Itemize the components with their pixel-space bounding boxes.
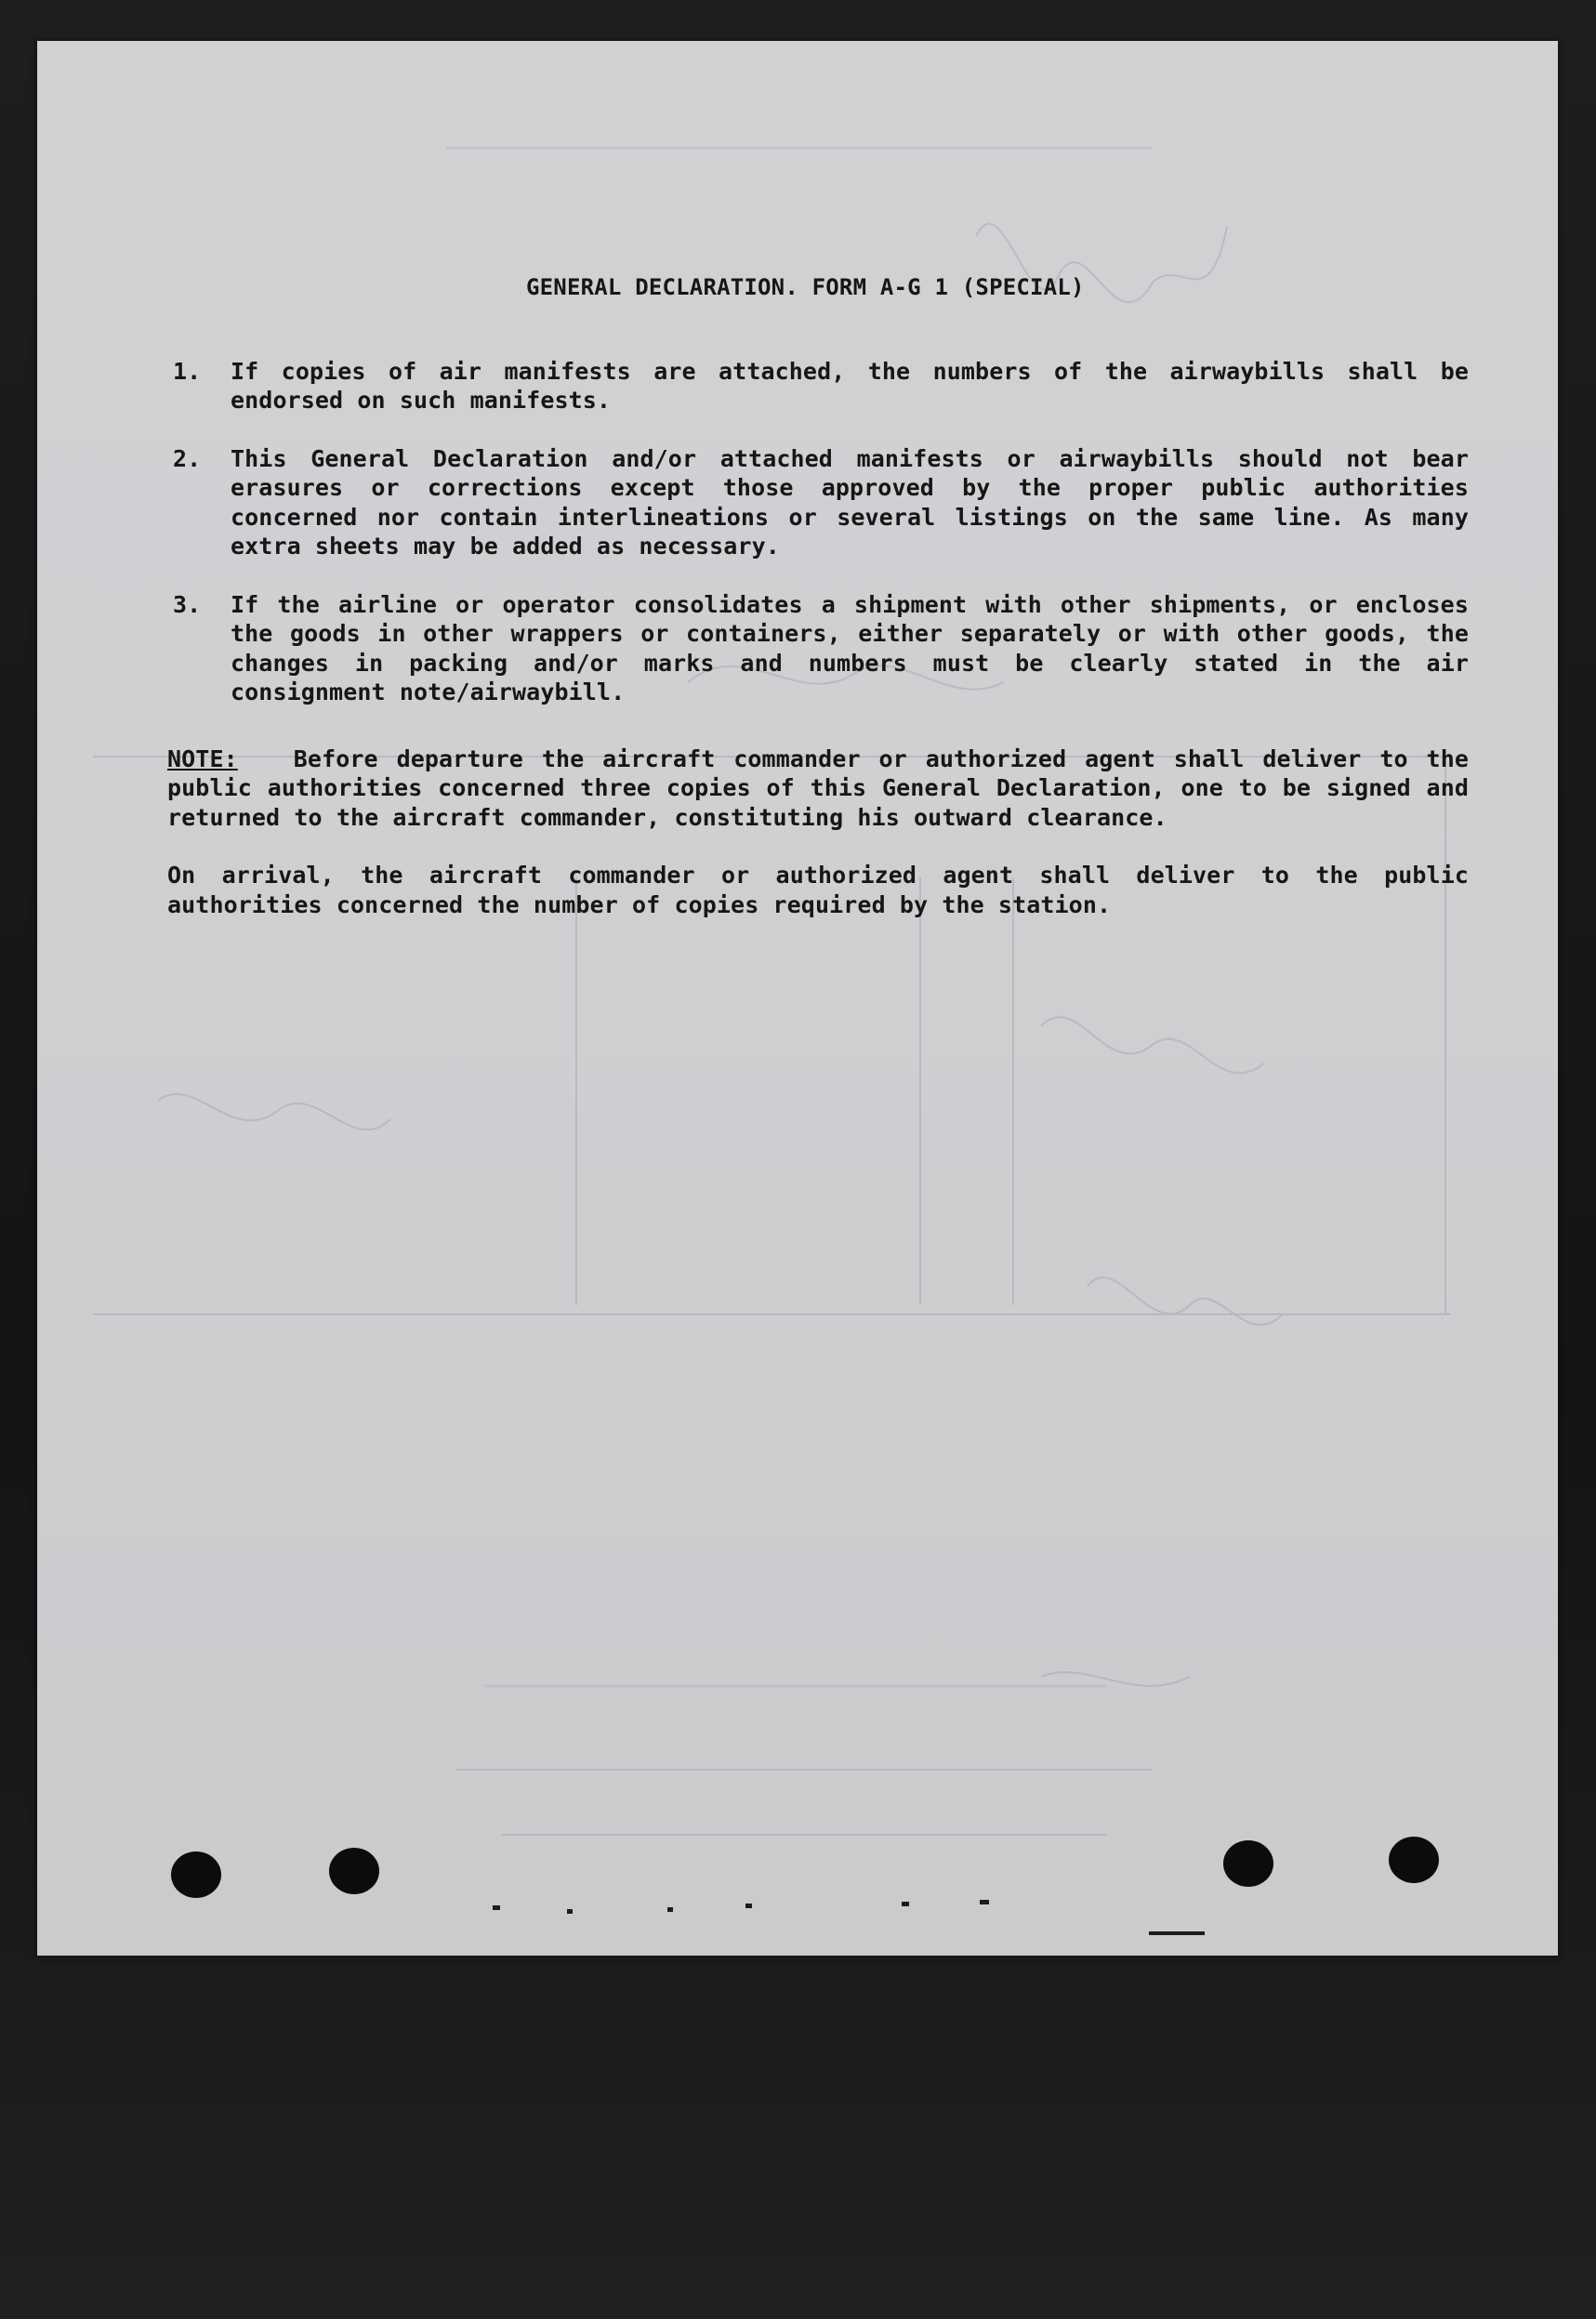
punch-hole [171, 1851, 221, 1898]
arrival-paragraph: On arrival, the aircraft commander or authorized agent shall deliver to the public authorities concerned the number of copies required by the station. [167, 862, 1469, 918]
item-number: 1. [173, 357, 202, 385]
note-label: NOTE: [167, 744, 238, 772]
document-page [37, 41, 1558, 1956]
list-item [167, 590, 1469, 707]
item-text: This General Declaration and/or attached manifests or airwaybills should not bear erasures or corrections except those approved by the proper public authorities concerned nor contain interlineations or several listings on the same line. As many extra sheets may be added as necessary. [231, 444, 1469, 560]
item-text: If copies of air manifests are attached, the numbers of the airwaybills shall be endorsed on such manifests. [231, 357, 1469, 414]
list-item [167, 444, 1469, 561]
list-item [167, 357, 1469, 415]
speck-mark [745, 1904, 752, 1908]
note-text: Before departure the aircraft commander or authorized agent shall deliver to the public authorities concerned three copies of this General Declaration, one to be signed and returned to the aircraft commander, constituting his outward clearance. [167, 744, 1469, 831]
speck-mark [667, 1907, 673, 1912]
punch-hole [329, 1848, 379, 1894]
speck-mark [902, 1902, 909, 1906]
item-text: If the airline or operator consolidates a shipment with other shipments, or encloses the goods in other wrappers or containers, either separately or with other goods, the changes in packing and/or marks and numbers must be clearly stated in the air consignment note/airwaybill. [231, 590, 1469, 705]
item-number: 3. [173, 590, 202, 618]
speck-mark [1149, 1931, 1205, 1935]
note-paragraph [167, 744, 1469, 833]
speck-mark [493, 1905, 500, 1910]
page-title: GENERAL DECLARATION. FORM A-G 1 (SPECIAL) [526, 274, 1085, 300]
declaration-text-block [167, 273, 1469, 919]
speck-mark [567, 1909, 573, 1914]
punch-hole [1389, 1837, 1439, 1883]
item-number: 2. [173, 444, 202, 472]
punch-hole [1223, 1840, 1273, 1887]
speck-mark [980, 1900, 989, 1904]
